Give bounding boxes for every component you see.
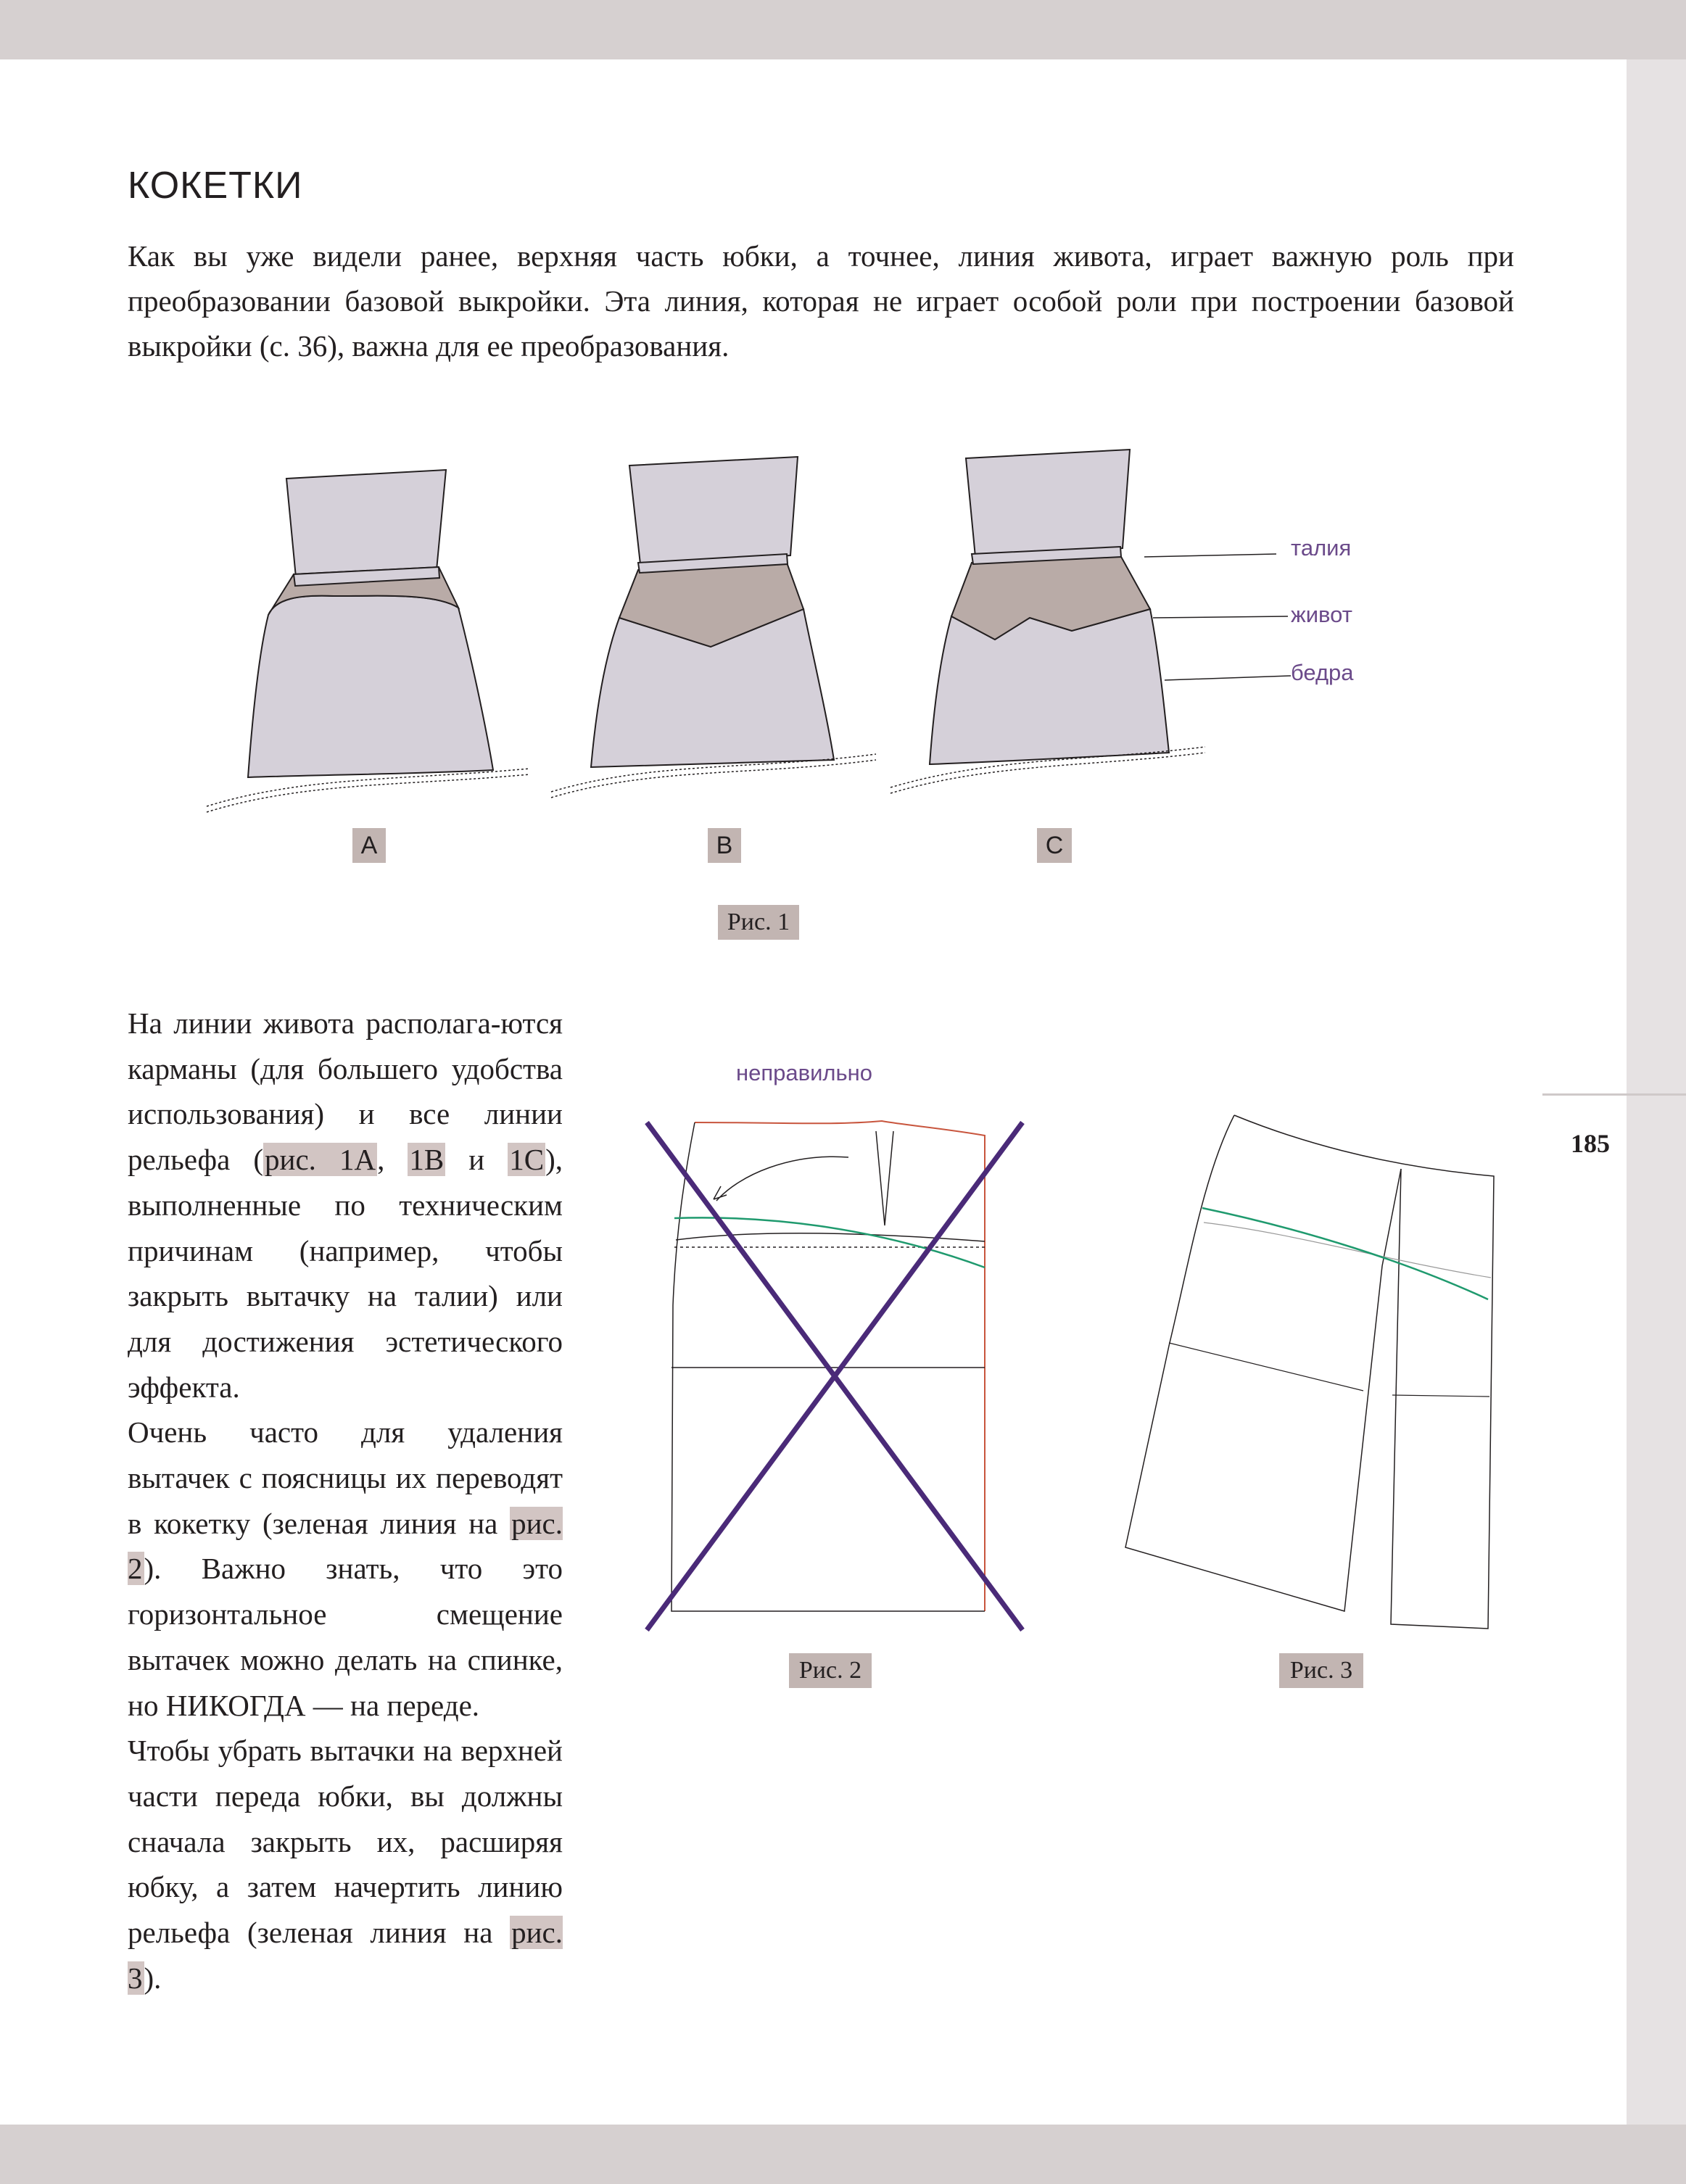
label-waist: талия xyxy=(1291,535,1352,561)
figure-1-illustration xyxy=(196,435,1429,827)
panel-label-c: C xyxy=(1037,828,1072,863)
margin-rule xyxy=(1542,1093,1686,1096)
ref-fig-1b[interactable]: 1B xyxy=(409,1143,445,1177)
bottom-band xyxy=(0,2125,1686,2184)
body-paragraph-3: Чтобы убрать вытачки на верхней части переда юбки, вы должны сначала закрыть их, расширяя юбку, а затем начертить линию рельефа (зеленая линия на рис. 3). xyxy=(128,1734,563,1995)
figure-3-caption: Рис. 3 xyxy=(1279,1653,1363,1688)
skirt-a xyxy=(207,470,529,812)
body-column xyxy=(128,1001,563,2001)
page-number: 185 xyxy=(1571,1129,1610,1158)
skirt-c xyxy=(890,450,1205,793)
top-band xyxy=(0,0,1686,59)
panel-label-a: A xyxy=(352,828,386,863)
intro-paragraph: Как вы уже видели ранее, верхняя часть юбки, а точнее, линия живота, играет важную роль при преобразовании базовой выкройки. Эта линия, которая не играет особой роли при построении базовой выкройки (с. 36), важна для ее преобразования. xyxy=(128,239,1514,363)
body-paragraph-1: На линии живота располага-ются карманы (для большего удобства использования) и все линии рельефа (рис. 1A, 1B и 1C), выполненные по техническим причинам (например, чтобы закрыть вытачку на талии) или для достижения эстетического эффекта. xyxy=(128,1006,563,1404)
label-belly: живот xyxy=(1291,602,1352,627)
leader-lines xyxy=(1144,554,1291,680)
right-margin-band xyxy=(1627,59,1686,2125)
wrong-cross xyxy=(647,1122,1022,1630)
body-paragraph-2: Очень часто для удаления вытачек с поясницы их переводят в кокетку (зеленая линия на рис. 2). Важно знать, что это горизонтальное смещение вытачек можно делать на спинке, но НИКОГДА — на переде. xyxy=(128,1415,563,1722)
ref-fig-1a[interactable]: рис. 1A xyxy=(265,1143,376,1177)
wrong-label: неправильно xyxy=(736,1060,873,1085)
figure-2-caption: Рис. 2 xyxy=(789,1653,872,1688)
section-heading: КОКЕТКИ xyxy=(128,165,303,207)
ref-fig-1c[interactable]: 1C xyxy=(509,1143,545,1177)
ref-fig-3[interactable]: рис. 3 xyxy=(128,1916,563,1995)
ref-fig-2[interactable]: рис. 2 xyxy=(128,1506,563,1586)
figure-2-pattern xyxy=(638,1109,1044,1639)
skirt-b xyxy=(551,457,876,798)
panel-label-b: B xyxy=(708,828,741,863)
figure-3-pattern xyxy=(1117,1109,1508,1639)
figure-1-caption: Рис. 1 xyxy=(718,905,799,940)
label-hips: бедра xyxy=(1291,660,1354,685)
